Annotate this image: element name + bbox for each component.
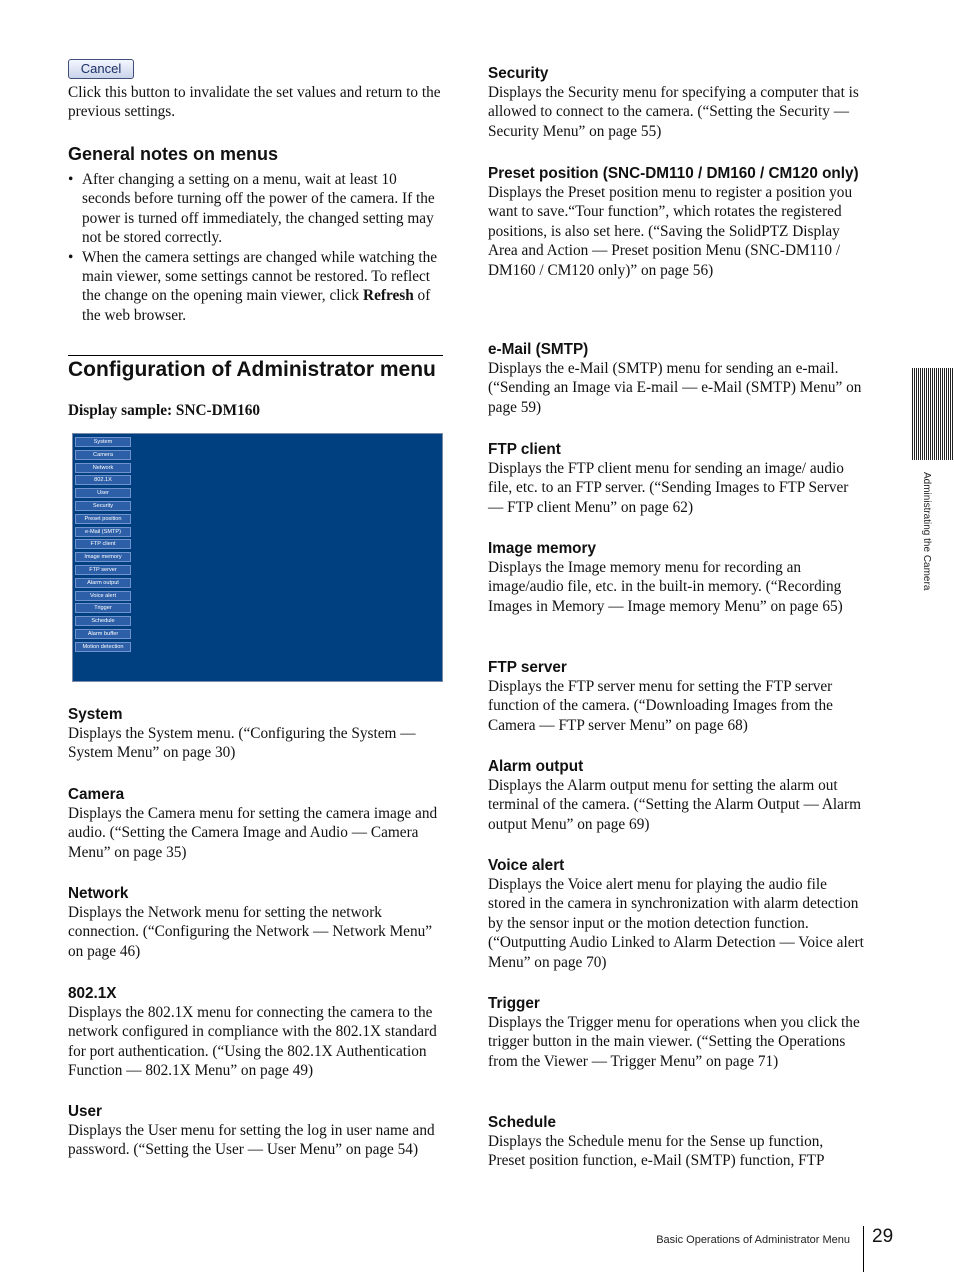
admin-menu — [75, 437, 133, 655]
section-network — [68, 884, 444, 961]
section-heading: FTP client — [488, 441, 561, 458]
section-heading: Camera — [68, 786, 125, 803]
menu-item-alarm-buffer[interactable]: Alarm buffer — [75, 629, 131, 639]
cancel-button[interactable]: Cancel — [68, 59, 134, 79]
section-voice-alert — [488, 856, 864, 972]
cancel-description: Click this button to invalidate the set values and return to the previous settings. — [68, 84, 441, 121]
menu-item-camera[interactable]: Camera — [75, 450, 131, 460]
menu-item-security[interactable]: Security — [75, 501, 131, 511]
bullet: • — [68, 171, 74, 188]
section-ftp-server — [488, 658, 864, 735]
section-heading: 802.1X — [68, 985, 117, 1002]
section-security — [488, 64, 864, 141]
section-heading: Network — [68, 885, 129, 902]
section-image-memory — [488, 539, 864, 616]
section-alarm-output — [488, 757, 864, 834]
section-email-smtp — [488, 340, 864, 417]
section-text: Displays the Schedule menu for the Sense up function, Preset position function, e-Mail (SMTP) function, FTP — [488, 1133, 825, 1170]
menu-item-email-smtp[interactable]: e-Mail (SMTP) — [75, 527, 131, 537]
section-title: Configuration of Administrator menu — [68, 358, 436, 381]
section-text: Displays the Image memory menu for recording an image/audio file, etc. in the built-in memory. (“Recording Images in Memory — Image memory Menu” on page 65) — [488, 559, 843, 615]
section-heading: Alarm output — [488, 758, 584, 775]
menu-item-system[interactable]: System — [75, 437, 131, 447]
chapter-tab-marker — [912, 368, 954, 460]
menu-item-image-memory[interactable]: Image memory — [75, 552, 131, 562]
section-text: Displays the FTP client menu for sending an image/ audio file, etc. to an FTP server. (“Sending Images to FTP Server — FTP client Menu” on page 62) — [488, 460, 849, 516]
section-heading: Trigger — [488, 995, 540, 1012]
section-heading: Security — [488, 65, 549, 82]
section-system — [68, 705, 444, 763]
note-text: After changing a setting on a menu, wait at least 10 seconds before turning off the power of the camera. If the power is turned off immediately, the changed setting may not be stored correctly. — [82, 171, 435, 247]
note-text: When the camera settings are changed while watching the main viewer, some settings cannot be restored. To reflect the change on the opening main viewer, click — [82, 248, 438, 305]
page-number: 29 — [872, 1226, 894, 1247]
section-heading: Voice alert — [488, 857, 565, 874]
section-heading: Schedule — [488, 1114, 557, 1131]
footer-section-title: Basic Operations of Administrator Menu — [656, 1234, 850, 1246]
menu-item-network[interactable]: Network — [75, 463, 131, 473]
section-text: Displays the Security menu for specifying a computer that is allowed to connect to the camera. (“Setting the Security — Security Menu” on page 55) — [488, 84, 859, 140]
menu-item-preset-position[interactable]: Preset position — [75, 514, 131, 524]
section-ftp-client — [488, 440, 864, 517]
section-trigger — [488, 994, 864, 1071]
footer-divider — [863, 1226, 864, 1272]
section-text: Displays the User menu for setting the log in user name and password. (“Setting the User — User Menu” on page 54) — [68, 1122, 435, 1159]
section-heading: Preset position (SNC-DM110 / DM160 / CM120 only) — [488, 165, 859, 182]
section-text: Displays the System menu. (“Configuring the System — System Menu” on page 30) — [68, 725, 416, 762]
menu-item-voice-alert[interactable]: Voice alert — [75, 591, 131, 601]
section-text: Displays the Network menu for setting the network connection. (“Configuring the Network — Network Menu” on page 46) — [68, 904, 433, 960]
general-notes-title: General notes on menus — [68, 144, 279, 164]
menu-item-ftp-client[interactable]: FTP client — [75, 539, 131, 549]
section-heading: System — [68, 706, 123, 723]
list-item — [68, 170, 444, 248]
section-text: Displays the FTP server menu for setting the FTP server function of the camera. (“Downloading Images from the Camera — FTP server Menu” on page 68) — [488, 678, 833, 734]
section-text: Displays the e-Mail (SMTP) menu for sending an e-mail. (“Sending an Image via E-mail — e-Mail (SMTP) Menu” on page 59) — [488, 360, 862, 416]
section-heading: e-Mail (SMTP) — [488, 341, 589, 358]
menu-item-alarm-output[interactable]: Alarm output — [75, 578, 131, 588]
section-text: Displays the Alarm output menu for setting the alarm out terminal of the camera. (“Setting the Alarm Output — Alarm output Menu” on page 69) — [488, 777, 861, 833]
section-text: Displays the Camera menu for setting the camera image and audio. (“Setting the Camera Image and Audio — Camera Menu” on page 35) — [68, 805, 438, 861]
section-divider — [68, 355, 443, 356]
menu-item-ftp-server[interactable]: FTP server — [75, 565, 131, 575]
section-text: Displays the Preset position menu to register a position you want to save.“Tour function”, which rotates the registered positions, is also set here. (“Saving the SolidPTZ Display Area and Action — Preset position Menu (SNC-DM110 / DM160 / CM120 only)” on page 56) — [488, 184, 853, 279]
note-text-tail: of the web browser. — [82, 287, 431, 324]
section-text: Displays the 802.1X menu for connecting the camera to the network configured in compliance with the 802.1X standard for port authentication. (“Using the 802.1X Authentication Function — 802.1X Menu” on page 49) — [68, 1004, 437, 1080]
section-preset-position — [488, 164, 864, 280]
chapter-tab-label: Administrating the Camera — [921, 472, 932, 591]
menu-item-8021x[interactable]: 802.1X — [75, 475, 131, 485]
section-camera — [68, 785, 444, 862]
menu-item-trigger[interactable]: Trigger — [75, 603, 131, 613]
section-heading: User — [68, 1103, 103, 1120]
section-schedule — [488, 1113, 864, 1171]
section-heading: FTP server — [488, 659, 567, 676]
section-text: Displays the Voice alert menu for playing the audio file stored in the camera in synchronization with alarm detection by the sensor input or the motion detection function. (“Outputting Audio Linked to Alarm Detection — Voice alert Menu” on page 70) — [488, 876, 864, 971]
section-8021x — [68, 984, 444, 1081]
section-heading: Image memory — [488, 540, 596, 557]
refresh-word: Refresh — [363, 287, 414, 305]
menu-item-motion-detection[interactable]: Motion detection — [75, 642, 131, 652]
section-user — [68, 1102, 444, 1160]
section-text: Displays the Trigger menu for operations when you click the trigger button in the main viewer. (“Setting the Operations from the Viewer — Trigger Menu” on page 71) — [488, 1014, 860, 1070]
bullet: • — [68, 248, 74, 266]
menu-item-schedule[interactable]: Schedule — [75, 616, 131, 626]
admin-menu-screenshot — [72, 433, 443, 682]
general-notes-list — [68, 170, 444, 325]
list-item — [68, 248, 444, 326]
display-sample-label: Display sample: SNC-DM160 — [68, 402, 261, 419]
menu-item-user[interactable]: User — [75, 488, 131, 498]
